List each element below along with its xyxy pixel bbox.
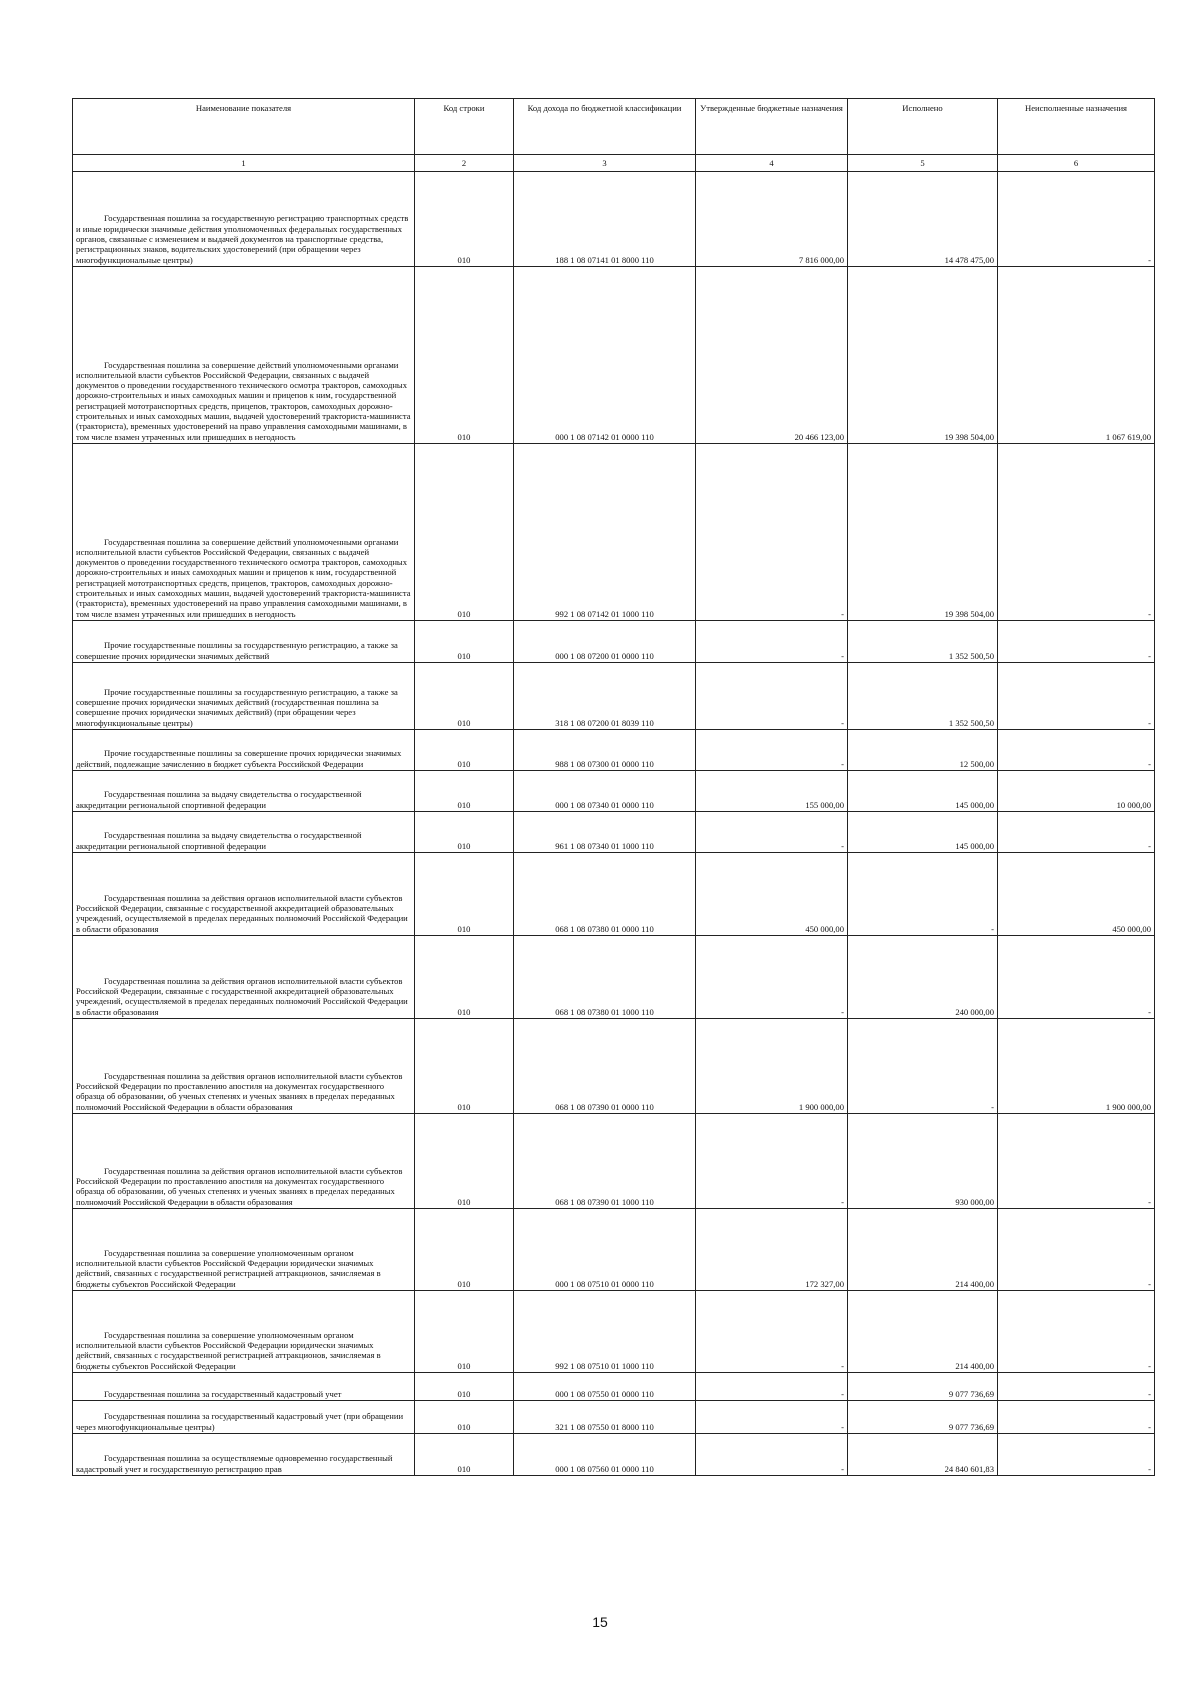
name-cell — [73, 812, 415, 853]
name-cell — [73, 172, 415, 267]
executed-cell: 19 398 504,00 — [848, 267, 998, 444]
column-number: 2 — [415, 155, 514, 172]
indicator-name: Государственная пошлина за действия органов исполнительной власти субъектов Российской Федерации, связанные с государственной аккредитацией образовательных учреждений, осуществляемой в пределах переданных полномочий Российской Федерации в области образования — [76, 892, 408, 934]
kbk-cell: 068 1 08 07390 01 0000 110 — [514, 1019, 696, 1114]
indicator-name: Прочие государственные пошлины за совершение прочих юридически значимых действий, подлежащие зачислению в бюджет субъекта Российской Федерации — [76, 748, 402, 769]
table-row — [73, 936, 1155, 1019]
kbk-cell: 068 1 08 07380 01 1000 110 — [514, 936, 696, 1019]
header-kbk: Код дохода по бюджетной классификации — [514, 99, 696, 155]
executed-cell: - — [848, 853, 998, 936]
kbk-cell: 318 1 08 07200 01 8039 110 — [514, 663, 696, 730]
executed-cell: 9 077 736,69 — [848, 1373, 998, 1401]
row-code-cell: 010 — [415, 444, 514, 621]
name-cell — [73, 663, 415, 730]
kbk-cell: 000 1 08 07200 01 0000 110 — [514, 621, 696, 663]
executed-cell: 24 840 601,83 — [848, 1434, 998, 1476]
table-row — [73, 1291, 1155, 1373]
unexecuted-cell: - — [998, 1434, 1155, 1476]
executed-cell: - — [848, 1019, 998, 1114]
executed-cell: 9 077 736,69 — [848, 1401, 998, 1434]
executed-cell: 19 398 504,00 — [848, 444, 998, 621]
row-code-cell: 010 — [415, 1209, 514, 1291]
indicator-name: Государственная пошлина за действия органов исполнительной власти субъектов Российской Федерации по проставлению апостиля на документах государственного образца об образовании, об ученых степенях и ученых званиях в пределах переданных полномочий Российской Федерации в области образования — [76, 1165, 403, 1207]
indicator-name: Прочие государственные пошлины за государственную регистрацию, а также за совершение прочих юридически значимых действий — [76, 640, 398, 661]
table-row — [73, 1434, 1155, 1476]
row-code-cell: 010 — [415, 812, 514, 853]
table-row — [73, 444, 1155, 621]
unexecuted-cell: - — [998, 1114, 1155, 1209]
column-number: 4 — [696, 155, 848, 172]
indicator-name: Государственная пошлина за выдачу свидетельства о государственной аккредитации региональной спортивной федерации — [76, 789, 362, 810]
approved-cell: 172 327,00 — [696, 1209, 848, 1291]
executed-cell: 14 478 475,00 — [848, 172, 998, 267]
table-row — [73, 621, 1155, 663]
name-cell — [73, 1401, 415, 1434]
budget-income-table — [72, 98, 1155, 1476]
indicator-name: Государственная пошлина за совершение уполномоченным органом исполнительной власти субъектов Российской Федерации юридически значимых действий, связанных с государственной регистрацией аттракционов, зачисляемая в бюджеты субъектов Российской Федерации — [76, 1329, 381, 1371]
unexecuted-cell: - — [998, 1401, 1155, 1434]
header-row — [73, 99, 1155, 155]
table-row — [73, 172, 1155, 267]
kbk-cell: 992 1 08 07142 01 1000 110 — [514, 444, 696, 621]
kbk-cell: 000 1 08 07340 01 0000 110 — [514, 771, 696, 812]
table-row — [73, 663, 1155, 730]
page-number: 15 — [592, 1614, 608, 1630]
approved-cell: - — [696, 663, 848, 730]
row-code-cell: 010 — [415, 936, 514, 1019]
row-code-cell: 010 — [415, 1114, 514, 1209]
approved-cell: - — [696, 1373, 848, 1401]
unexecuted-cell: - — [998, 730, 1155, 771]
row-code-cell: 010 — [415, 853, 514, 936]
row-code-cell: 010 — [415, 1019, 514, 1114]
column-number: 3 — [514, 155, 696, 172]
table-row — [73, 1401, 1155, 1434]
executed-cell: 214 400,00 — [848, 1209, 998, 1291]
row-code-cell: 010 — [415, 1434, 514, 1476]
executed-cell: 1 352 500,50 — [848, 621, 998, 663]
column-number: 6 — [998, 155, 1155, 172]
approved-cell: - — [696, 812, 848, 853]
table-body — [73, 172, 1155, 1476]
executed-cell: 12 500,00 — [848, 730, 998, 771]
approved-cell: 450 000,00 — [696, 853, 848, 936]
approved-cell: - — [696, 621, 848, 663]
row-code-cell: 010 — [415, 1401, 514, 1434]
header-code: Код строки — [415, 99, 514, 155]
unexecuted-cell: - — [998, 1291, 1155, 1373]
unexecuted-cell: - — [998, 663, 1155, 730]
row-code-cell: 010 — [415, 267, 514, 444]
name-cell — [73, 1373, 415, 1401]
unexecuted-cell: - — [998, 1373, 1155, 1401]
executed-cell: 145 000,00 — [848, 812, 998, 853]
name-cell — [73, 853, 415, 936]
row-code-cell: 010 — [415, 621, 514, 663]
unexecuted-cell: - — [998, 1209, 1155, 1291]
approved-cell: - — [696, 1291, 848, 1373]
kbk-cell: 988 1 08 07300 01 0000 110 — [514, 730, 696, 771]
table-row — [73, 1114, 1155, 1209]
indicator-name: Государственная пошлина за государственный кадастровый учет — [104, 1388, 342, 1399]
indicator-name: Государственная пошлина за государственную регистрацию транспортных средств и иные юридически значимые действия уполномоченных федеральных государственных органов, связанные с изменением и выдачей документов на транспортные средства, регистрационных знаков, водительских удостоверений (при обращении через многофункциональные центры) — [76, 213, 409, 265]
unexecuted-cell: 1 900 000,00 — [998, 1019, 1155, 1114]
kbk-cell: 000 1 08 07510 01 0000 110 — [514, 1209, 696, 1291]
unexecuted-cell: 1 067 619,00 — [998, 267, 1155, 444]
approved-cell: - — [696, 444, 848, 621]
executed-cell: 145 000,00 — [848, 771, 998, 812]
table-row — [73, 853, 1155, 936]
approved-cell: - — [696, 1401, 848, 1434]
indicator-name: Государственная пошлина за осуществляемые одновременно государственный кадастровый учет и государственную регистрацию прав — [76, 1453, 393, 1474]
name-cell — [73, 1114, 415, 1209]
column-number: 1 — [73, 155, 415, 172]
kbk-cell: 000 1 08 07142 01 0000 110 — [514, 267, 696, 444]
approved-cell: 20 466 123,00 — [696, 267, 848, 444]
indicator-name: Прочие государственные пошлины за государственную регистрацию, а также за совершение прочих юридически значимых действий (государственная пошлина за совершение прочих юридически значимых действий) (при обращении через многофункциональные центры) — [76, 686, 398, 728]
indicator-name: Государственная пошлина за действия органов исполнительной власти субъектов Российской Федерации, связанные с государственной аккредитацией образовательных учреждений, осуществляемой в пределах переданных полномочий Российской Федерации в области образования — [76, 975, 408, 1017]
row-code-cell: 010 — [415, 730, 514, 771]
name-cell — [73, 936, 415, 1019]
executed-cell: 240 000,00 — [848, 936, 998, 1019]
kbk-cell: 000 1 08 07560 01 0000 110 — [514, 1434, 696, 1476]
name-cell — [73, 1209, 415, 1291]
kbk-cell: 188 1 08 07141 01 8000 110 — [514, 172, 696, 267]
unexecuted-cell: - — [998, 172, 1155, 267]
row-code-cell: 010 — [415, 1373, 514, 1401]
kbk-cell: 000 1 08 07550 01 0000 110 — [514, 1373, 696, 1401]
kbk-cell: 961 1 08 07340 01 1000 110 — [514, 812, 696, 853]
kbk-cell: 068 1 08 07380 01 0000 110 — [514, 853, 696, 936]
name-cell — [73, 1291, 415, 1373]
unexecuted-cell: - — [998, 936, 1155, 1019]
table-row — [73, 1373, 1155, 1401]
unexecuted-cell: 10 000,00 — [998, 771, 1155, 812]
approved-cell: - — [696, 730, 848, 771]
column-number-row — [73, 155, 1155, 172]
header-executed: Исполнено — [848, 99, 998, 155]
executed-cell: 930 000,00 — [848, 1114, 998, 1209]
approved-cell: - — [696, 936, 848, 1019]
name-cell — [73, 771, 415, 812]
table-row — [73, 1209, 1155, 1291]
header-approved: Утвержденные бюджетные назначения — [696, 99, 848, 155]
kbk-cell: 068 1 08 07390 01 1000 110 — [514, 1114, 696, 1209]
table-row — [73, 812, 1155, 853]
row-code-cell: 010 — [415, 1291, 514, 1373]
unexecuted-cell: - — [998, 444, 1155, 621]
unexecuted-cell: 450 000,00 — [998, 853, 1155, 936]
name-cell — [73, 621, 415, 663]
approved-cell: - — [696, 1434, 848, 1476]
executed-cell: 1 352 500,50 — [848, 663, 998, 730]
indicator-name: Государственная пошлина за совершение действий уполномоченными органами исполнительной власти субъектов Российской Федерации, связанных с выдачей документов о проведении государственного технического осмотра тракторов, самоходных дорожно-строительных и иных самоходных машин и прицепов к ним, государственной регистрацией мототранспортных средств, прицепов, тракторов, самоходных дорожно-строительных и иных самоходных машин, выдачей удостоверений тракториста-машиниста (тракториста), временных удостоверений на право управления самоходными машинами, в том числе взамен утраченных или пришедших в негодность — [76, 359, 411, 442]
indicator-name: Государственная пошлина за государственный кадастровый учет (при обращении через многофункциональные центры) — [76, 1411, 404, 1432]
table-row — [73, 730, 1155, 771]
kbk-cell: 321 1 08 07550 01 8000 110 — [514, 1401, 696, 1434]
row-code-cell: 010 — [415, 172, 514, 267]
indicator-name: Государственная пошлина за выдачу свидетельства о государственной аккредитации региональной спортивной федерации — [76, 830, 362, 851]
indicator-name: Государственная пошлина за совершение уполномоченным органом исполнительной власти субъектов Российской Федерации юридически значимых действий, связанных с государственной регистрацией аттракционов, зачисляемая в бюджеты субъектов Российской Федерации — [76, 1247, 381, 1289]
name-cell — [73, 267, 415, 444]
table-row — [73, 267, 1155, 444]
name-cell — [73, 444, 415, 621]
kbk-cell: 992 1 08 07510 01 1000 110 — [514, 1291, 696, 1373]
approved-cell: - — [696, 1114, 848, 1209]
indicator-name: Государственная пошлина за совершение действий уполномоченными органами исполнительной власти субъектов Российской Федерации, связанных с выдачей документов о проведении государственного технического осмотра тракторов, самоходных дорожно-строительных и иных самоходных машин и прицепов к ним, государственной регистрацией мототранспортных средств, прицепов, тракторов, самоходных дорожно-строительных и иных самоходных машин, выдачей удостоверений тракториста-машиниста (тракториста), временных удостоверений на право управления самоходными машинами, в том числе взамен утраченных или пришедших в негодность — [76, 536, 411, 619]
table-row — [73, 1019, 1155, 1114]
header-name: Наименование показателя — [73, 99, 415, 155]
header-unexecuted: Неисполненные назначения — [998, 99, 1155, 155]
name-cell — [73, 1019, 415, 1114]
unexecuted-cell: - — [998, 812, 1155, 853]
approved-cell: 1 900 000,00 — [696, 1019, 848, 1114]
approved-cell: 155 000,00 — [696, 771, 848, 812]
indicator-name: Государственная пошлина за действия органов исполнительной власти субъектов Российской Федерации по проставлению апостиля на документах государственного образца об образовании, об ученых степенях и ученых званиях в пределах переданных полномочий Российской Федерации в области образования — [76, 1070, 403, 1112]
table-row — [73, 771, 1155, 812]
executed-cell: 214 400,00 — [848, 1291, 998, 1373]
approved-cell: 7 816 000,00 — [696, 172, 848, 267]
row-code-cell: 010 — [415, 663, 514, 730]
column-number: 5 — [848, 155, 998, 172]
unexecuted-cell: - — [998, 621, 1155, 663]
row-code-cell: 010 — [415, 771, 514, 812]
name-cell — [73, 1434, 415, 1476]
name-cell — [73, 730, 415, 771]
